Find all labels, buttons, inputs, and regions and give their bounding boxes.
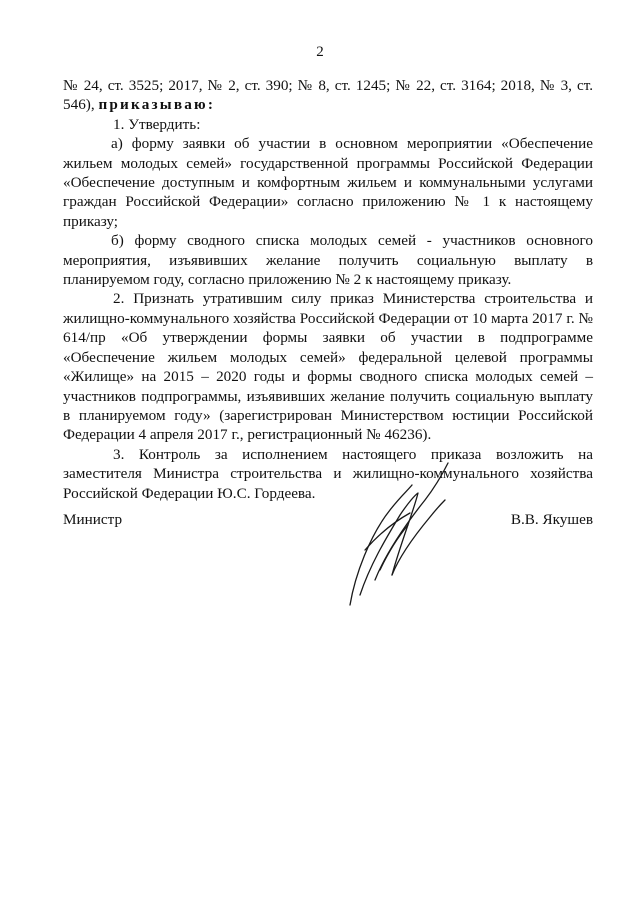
- signer-title: Министр: [63, 511, 123, 528]
- item-1: 1. Утвердить:: [113, 115, 201, 133]
- item-3: 3. Контроль за исполнением настоящего приказа возложить на заместителя Министра строительства и жилищно-коммунального хозяйства Российской Федерации Ю.С. Гордеева.: [63, 445, 593, 502]
- document-body: [63, 76, 593, 503]
- intro-paragraph: [63, 76, 593, 115]
- order-word: приказываю:: [98, 96, 216, 114]
- page-number: 2: [316, 44, 324, 60]
- item-1b: б) форму сводного списка молодых семей - участников основного мероприятия, изъявивших желание получить социальную выплату в планируемом году, согласно приложению № 2 к настоящему приказу.: [63, 232, 593, 289]
- item-1a: а) форму заявки об участии в основном мероприятии «Обеспечение жильем молодых семей» государственной программы Российской Федерации «Обеспечение доступным и комфортным жильем и коммунальными услугами граждан Российской Федерации» согласно приложению № 1 к настоящему приказу;: [63, 135, 593, 230]
- intro-lead: № 24, ст. 3525; 2017, № 2, ст. 390; № 8, ст. 1245; № 22, ст. 3164; 2018, № 3, ст. 546),: [63, 77, 593, 114]
- handwritten-signature: [330, 455, 460, 610]
- item-2: 2. Признать утратившим силу приказ Министерства строительства и жилищно-коммунального хозяйства Российской Федерации от 10 марта 2017 г. № 614/пр «Об утверждении формы заявки об участии в подпрограмме «Обеспечение жильем молодых семей» федеральной целевой программы «Жилище» на 2015 – 2020 годы и формы сводного списка молодых семей – участников подпрограммы, изъявивших желание получить социальную выплату в планируемом году» (зарегистрирован Министерством юстиции Российской Федерации 4 апреля 2017 г., регистрационный № 46236).: [63, 290, 593, 444]
- signer-name: В.В. Якушев: [510, 511, 593, 528]
